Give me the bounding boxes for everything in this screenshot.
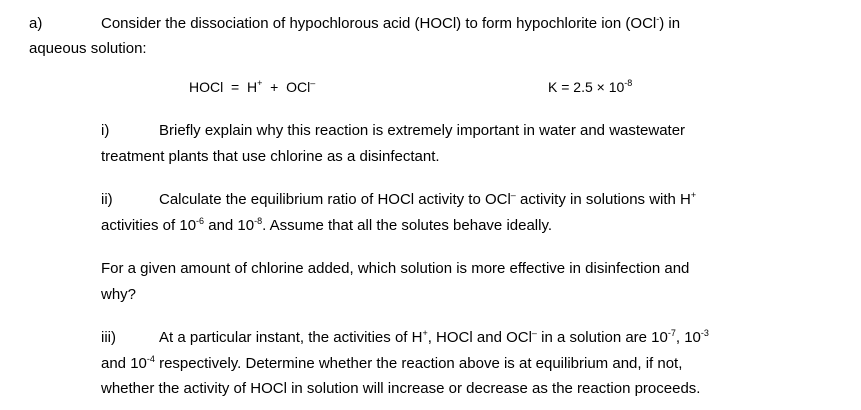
superscript: -3 bbox=[700, 328, 709, 338]
text-run: , 10 bbox=[675, 329, 701, 346]
part-i-line-1: Briefly explain why this reaction is extremely important in water and wastewater bbox=[159, 122, 686, 139]
text-run: Consider the dissociation of hypochlorous acid (HOCl) to form hypochlorite ion (OCl bbox=[101, 15, 657, 32]
part-ii-question-line-2: why? bbox=[101, 286, 137, 303]
text-run: and 10 bbox=[204, 217, 255, 234]
text-run: + OCl bbox=[262, 79, 311, 95]
part-iii-line-1 bbox=[159, 328, 709, 348]
equilibrium-constant bbox=[548, 77, 632, 97]
superscript: + bbox=[690, 190, 697, 200]
superscript: – bbox=[310, 78, 316, 88]
text-run: respectively. Determine whether the reaction above is at equilibrium and, if not, bbox=[154, 355, 683, 372]
superscript: – bbox=[510, 190, 516, 200]
text-run: Calculate the equilibrium ratio of HOCl activity to OCl bbox=[159, 191, 511, 208]
text-run: ) in bbox=[659, 15, 681, 32]
text-run: . Assume that all the solutes behave ideally. bbox=[262, 217, 553, 234]
part-i-label: i) bbox=[101, 122, 110, 139]
superscript: + bbox=[422, 328, 428, 338]
reaction-equation bbox=[189, 77, 315, 97]
part-ii-question-line-1: For a given amount of chlorine added, which solution is more effective in disinfection and bbox=[101, 260, 690, 277]
part-iii-line-2 bbox=[101, 354, 682, 374]
text-run: K = 2.5 × 10 bbox=[548, 79, 625, 95]
text-run: HOCl = H bbox=[189, 79, 258, 95]
part-ii-label: ii) bbox=[101, 191, 113, 208]
part-a-intro-line-2: aqueous solution: bbox=[29, 40, 147, 57]
superscript: -6 bbox=[196, 216, 205, 226]
superscript: -8 bbox=[254, 216, 263, 226]
superscript: – bbox=[531, 328, 537, 338]
part-iii-label: iii) bbox=[101, 329, 116, 346]
text-run: and 10 bbox=[101, 355, 147, 372]
part-i-line-2: treatment plants that use chlorine as a disinfectant. bbox=[101, 148, 440, 165]
part-ii-line-1 bbox=[159, 190, 696, 210]
text-run: activity in solutions with H bbox=[515, 191, 691, 208]
part-ii-line-2 bbox=[101, 216, 552, 236]
superscript: + bbox=[257, 78, 263, 88]
part-a-label: a) bbox=[29, 15, 43, 32]
text-run: At a particular instant, the activities of H bbox=[159, 329, 423, 346]
text-run: , HOCl and OCl bbox=[427, 329, 532, 346]
superscript: -7 bbox=[667, 328, 676, 338]
superscript: -4 bbox=[146, 354, 155, 364]
superscript: -8 bbox=[624, 78, 633, 88]
part-iii-line-3: whether the activity of HOCl in solution will increase or decrease as the reaction proceeds. bbox=[101, 380, 701, 397]
part-a-intro-line-1 bbox=[101, 14, 680, 34]
text-run: in a solution are 10 bbox=[536, 329, 668, 346]
text-run: activities of 10 bbox=[101, 217, 197, 234]
superscript: - bbox=[656, 14, 660, 24]
